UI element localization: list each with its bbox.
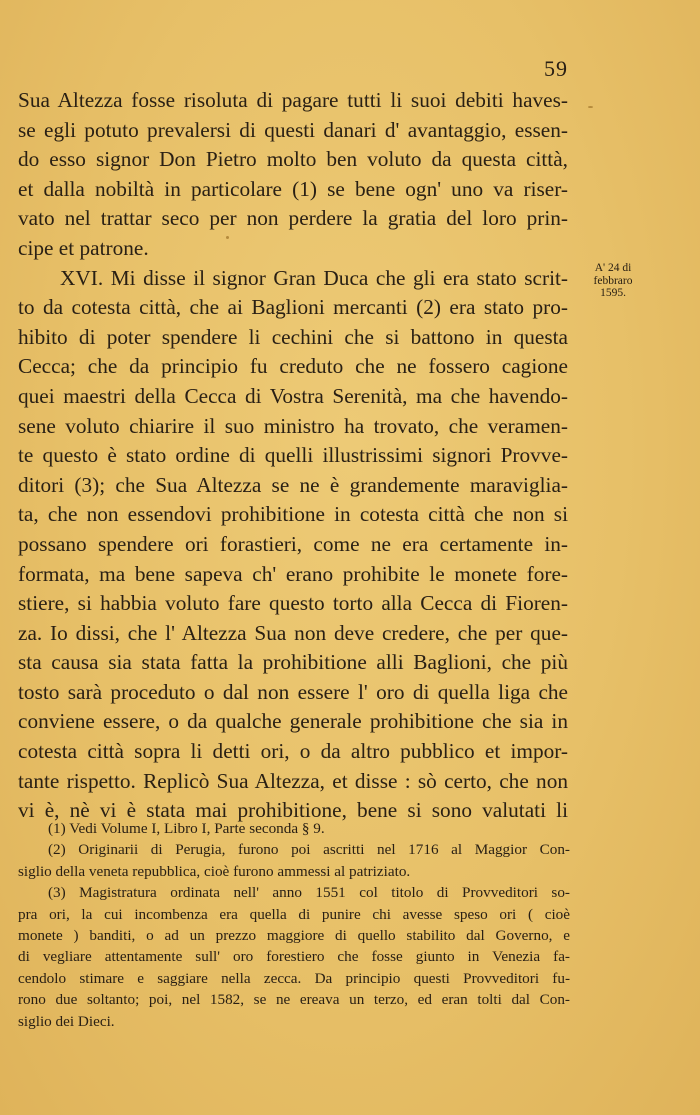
footnote-line: (2) Originarii di Perugia, furono poi ascritti nel 1716 al Maggior Con- [48,841,570,859]
text-line: za. Io dissi, che l' Altezza Sua non deve credere, che per que- [18,620,568,645]
text-line: vi è, nè vi è stata mai prohibitione, bene si sono valutati li [18,798,568,823]
margin-note-line: febbraro [593,274,633,287]
page-number: 59 [544,56,568,81]
paper-speck [588,106,593,108]
footnote-line: pra ori, la cui incombenza era quella di punire chi avesse speso ori ( cioè [18,905,570,923]
footnote-line: monete ) banditi, o ad un prezzo maggiore di quello stabilito dal Governo, e [18,926,570,944]
footnote-line: siglio dei Dieci. [18,1012,115,1030]
text-line: quei maestri della Cecca di Vostra Serenità, ma che havendo- [18,383,568,408]
footnote-line: (3) Magistratura ordinata nell' anno 1551 col titolo di Provveditori so- [48,884,570,902]
text-line: ta, che non essendovi prohibitione in cotesta città che non si [18,502,568,527]
margin-date-note [582,262,644,300]
text-line: tosto sarà proceduto o dal non essere l' oro di quella liga che [18,679,568,704]
text-line: possano spendere ori forastieri, come ne era certamente in- [18,531,568,556]
text-line: formata, ma bene sapeva ch' erano prohibite le monete fore- [18,561,568,586]
text-line: sta causa sia stata fatta la prohibitione alli Baglioni, che più [18,650,568,675]
text-line: cipe et patrone. [18,235,149,260]
margin-note-line: A' 24 di [594,262,632,274]
footnote-line: cendolo stimare e saggiare nella zecca. Da principio questi Provveditori fu- [18,969,570,987]
text-line: stiere, si habbia voluto fare questo torto alla Cecca di Fioren- [18,591,568,616]
text-line: se egli potuto prevalersi di questi danari d' avantaggio, essen- [18,117,568,142]
text-line: sene voluto chiarire il suo ministro ha trovato, che veramen- [18,413,568,438]
text-line: et dalla nobiltà in particolare (1) se bene ogn' uno va riser- [18,176,568,201]
footnotes [18,818,570,1032]
text-line: to da cotesta città, che ai Baglioni mercanti (2) era stato pro- [18,295,568,320]
section-heading-line: XVI. Mi disse il signor Gran Duca che gli era stato scrit- [60,265,568,290]
text-line: te questo è stato ordine di quelli illustrissimi signori Provve- [18,443,568,468]
text-line: Cecca; che da principio fu creduto che ne fossero cagione [18,354,568,379]
main-text [18,86,568,826]
footnote-line: siglio della veneta repubblica, cioè furono ammessi al patriziato. [18,862,411,880]
margin-note-line: 1595. [600,287,626,299]
text-line: conviene essere, o da qualche generale prohibitione che sia in [18,709,568,734]
text-line: cotesta città sopra li detti ori, o da altro pubblico et impor- [18,739,568,764]
text-line: vato nel trattar seco per non perdere la gratia del loro prin- [18,206,568,231]
text-line: hibito di poter spendere li cechini che si battono in questa [18,324,568,349]
footnote-line: (1) Vedi Volume I, Libro I, Parte seconda § 9. [48,820,325,837]
text-line: ditori (3); che Sua Altezza se ne è grandemente maraviglia- [18,472,568,497]
paper-speck [226,236,229,239]
text-line: tante rispetto. Replicò Sua Altezza, et disse : sò certo, che non [18,768,568,793]
footnote-line: rono due soltanto; poi, nel 1582, se ne ereava un terzo, ed eran tolti dal Con- [18,991,570,1009]
text-line: do esso signor Don Pietro molto ben voluto da questa città, [18,147,568,172]
footnote-line: di vegliare attentamente sull' oro forestiero che fosse giunto in Venezia fa- [18,948,570,966]
text-line: Sua Altezza fosse risoluta di pagare tutti li suoi debiti haves- [18,88,568,112]
